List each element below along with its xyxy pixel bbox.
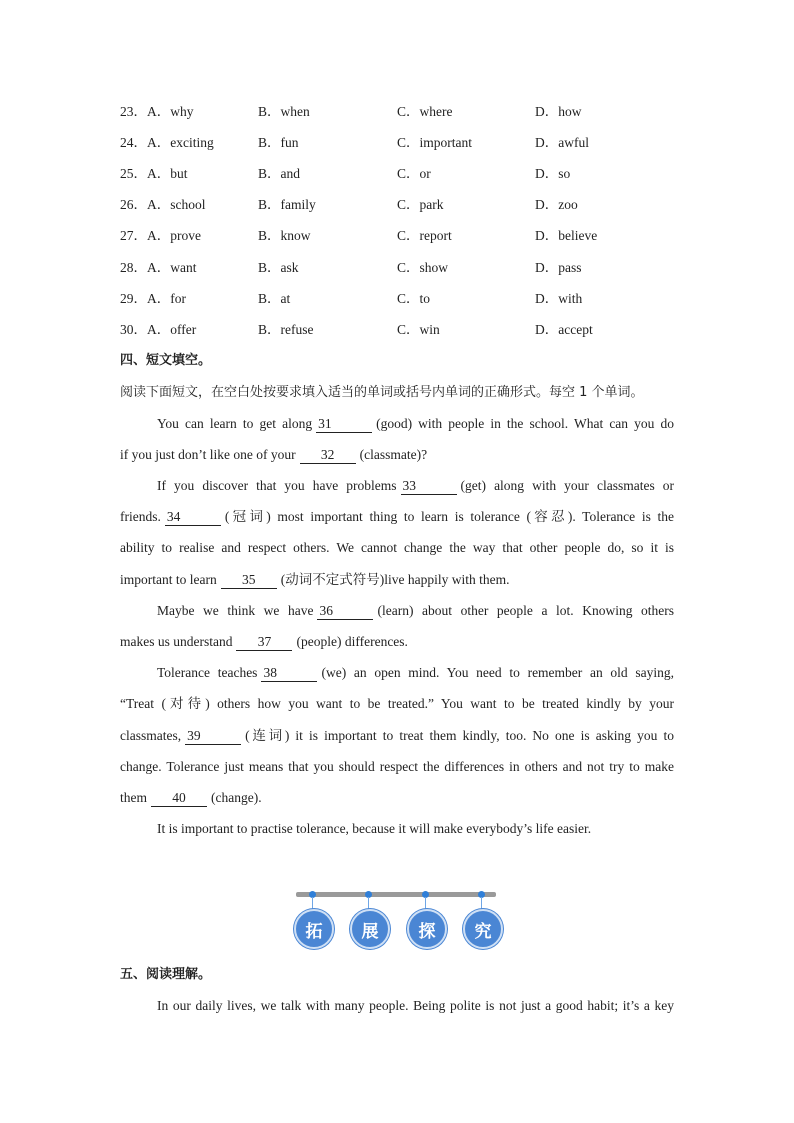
passage-line: classmates, 39 (连词) it is important to treat them kindly, too. No one is asking you to bbox=[120, 728, 674, 743]
option-a: 25．A．but bbox=[120, 166, 188, 181]
passage-line: Maybe we think we have 36 (learn) about other people a lot. Knowing others bbox=[157, 603, 674, 618]
option-b: B．refuse bbox=[258, 322, 314, 337]
option-d: D．with bbox=[535, 291, 583, 306]
banner-stem bbox=[368, 897, 369, 909]
answer-blank[interactable]: 36 bbox=[317, 603, 373, 620]
banner-char: 拓 bbox=[294, 909, 334, 949]
section-heading: 五、阅读理解。 bbox=[120, 967, 212, 982]
option-a: 24．A．exciting bbox=[120, 135, 214, 150]
option-d: D．pass bbox=[535, 260, 582, 275]
passage-line: In our daily lives, we talk with many people. Being polite is not just a good habit; it’s a key bbox=[157, 998, 674, 1013]
option-c: C．report bbox=[397, 228, 452, 243]
option-c: C．show bbox=[397, 260, 449, 275]
passage-line: if you just don’t like one of your 32 (classmate)? bbox=[120, 447, 428, 462]
answer-blank[interactable]: 39 bbox=[185, 728, 241, 745]
option-c: C．where bbox=[397, 104, 453, 119]
passage-line: makes us understand 37 (people) differences. bbox=[120, 634, 408, 649]
banner-stem bbox=[481, 897, 482, 909]
answer-blank[interactable]: 37 bbox=[236, 634, 292, 651]
passage-line: Tolerance teaches 38 (we) an open mind. You need to remember an old saying, bbox=[157, 665, 674, 680]
answer-blank[interactable]: 33 bbox=[401, 478, 457, 495]
option-d: D．accept bbox=[535, 322, 593, 337]
passage-line: It is important to practise tolerance, because it will make everybody’s life easier. bbox=[157, 821, 592, 836]
passage-line: them 40 (change). bbox=[120, 790, 262, 805]
option-c: C．park bbox=[397, 197, 444, 212]
option-c: C．to bbox=[397, 291, 431, 306]
option-c: C．win bbox=[397, 322, 440, 337]
option-c: C．important bbox=[397, 135, 472, 150]
passage-line: You can learn to get along 31 (good) with people in the school. What can you do bbox=[157, 416, 674, 431]
banner-bar bbox=[296, 892, 496, 897]
passage-line: change. Tolerance just means that you should respect the differences in others and not try to make bbox=[120, 759, 674, 774]
answer-blank[interactable]: 31 bbox=[316, 416, 372, 433]
option-c: C．or bbox=[397, 166, 431, 181]
option-b: B．family bbox=[258, 197, 316, 212]
option-d: D．believe bbox=[535, 228, 598, 243]
option-b: B．at bbox=[258, 291, 291, 306]
option-a: 30．A．offer bbox=[120, 322, 197, 337]
banner-char: 究 bbox=[463, 909, 503, 949]
option-b: B．and bbox=[258, 166, 300, 181]
section-heading: 四、短文填空。 bbox=[120, 353, 212, 368]
answer-blank[interactable]: 38 bbox=[261, 665, 317, 682]
passage-line: friends. 34 (冠词) most important thing to learn is tolerance (容忍). Tolerance is the bbox=[120, 509, 674, 524]
option-d: D．zoo bbox=[535, 197, 578, 212]
answer-blank[interactable]: 34 bbox=[165, 509, 221, 526]
passage-line: “Treat (对待) others how you want to be treated.” You want to be treated kindly by your bbox=[120, 696, 674, 711]
section-instruction: 阅读下面短文，在空白处按要求填入适当的单词或括号内单词的正确形式。每空 1 个单词。 bbox=[120, 385, 644, 400]
option-a: 28．A．want bbox=[120, 260, 197, 275]
answer-blank[interactable]: 32 bbox=[300, 447, 356, 464]
option-a: 26．A．school bbox=[120, 197, 206, 212]
option-d: D．awful bbox=[535, 135, 589, 150]
option-b: B．when bbox=[258, 104, 310, 119]
option-a: 29．A．for bbox=[120, 291, 186, 306]
passage-line: important to learn 35 (动词不定式符号)live happily with them. bbox=[120, 572, 510, 587]
answer-blank[interactable]: 35 bbox=[221, 572, 277, 589]
option-a: 23．A．why bbox=[120, 104, 194, 119]
banner-char: 探 bbox=[407, 909, 447, 949]
option-d: D．how bbox=[535, 104, 582, 119]
banner-stem bbox=[425, 897, 426, 909]
option-b: B．know bbox=[258, 228, 311, 243]
option-b: B．fun bbox=[258, 135, 299, 150]
option-a: 27．A．prove bbox=[120, 228, 201, 243]
option-d: D．so bbox=[535, 166, 571, 181]
extension-banner bbox=[292, 886, 502, 950]
passage-line: If you discover that you have problems 33 (get) along with your classmates or bbox=[157, 478, 675, 493]
banner-stem bbox=[312, 897, 313, 909]
option-b: B．ask bbox=[258, 260, 299, 275]
banner-char: 展 bbox=[350, 909, 390, 949]
answer-blank[interactable]: 40 bbox=[151, 790, 207, 807]
passage-line: ability to realise and respect others. We cannot change the way that other people do, so it is bbox=[120, 540, 674, 555]
